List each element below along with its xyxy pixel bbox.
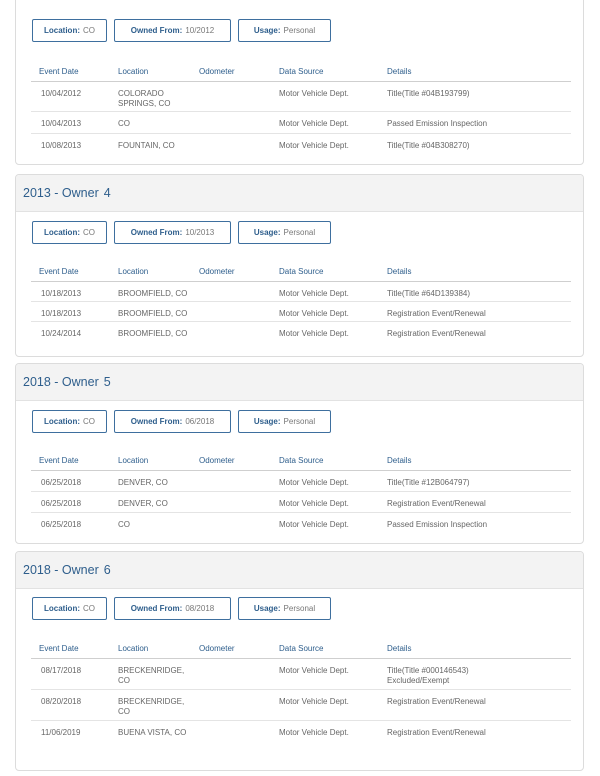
table-row: 06/25/2018 DENVER, CO Motor Vehicle Dept. Registration Event/Renewal (31, 492, 571, 513)
table-row: 10/04/2013 CO Motor Vehicle Dept. Passed Emission Inspection (31, 112, 571, 134)
location-badge: Location: CO (32, 410, 107, 433)
owner-section-5 (15, 363, 584, 544)
table-row: 06/25/2018 DENVER, CO Motor Vehicle Dept. Title(Title #12B064797) (31, 471, 571, 492)
owned-from-badge: Owned From: 06/2018 (114, 410, 231, 433)
table-row: 10/08/2013 FOUNTAIN, CO Motor Vehicle Dept. Title(Title #04B308270) (41, 141, 470, 150)
location-badge: Location: CO (32, 597, 107, 620)
usage-badge: Usage: Personal (238, 221, 331, 244)
table-row: 11/06/2019 BUENA VISTA, CO Motor Vehicle Dept. Registration Event/Renewal (41, 728, 486, 737)
section-title: 2018 - Owner 6 (16, 552, 583, 589)
table-row: 10/04/2012 COLORADO SPRINGS, CO Motor Vehicle Dept. Title(Title #04B193799) (31, 82, 571, 112)
usage-badge: Usage: Personal (238, 410, 331, 433)
section-title: 2018 - Owner 5 (16, 364, 583, 401)
table-header: Event Date Location Odometer Data Source Details (31, 447, 571, 471)
owned-from-badge: Owned From: 10/2012 (114, 19, 231, 42)
table-row: 08/17/2018 BRECKENRIDGE, CO Motor Vehicle Dept. Title(Title #000146543) Excluded/Exempt (31, 659, 571, 690)
usage-badge: Usage: Personal (238, 19, 331, 42)
table-row: 08/20/2018 BRECKENRIDGE, CO Motor Vehicle Dept. Registration Event/Renewal (31, 690, 571, 721)
history-table (31, 258, 571, 344)
owned-from-badge: Owned From: 10/2013 (114, 221, 231, 244)
owner-section-4 (15, 174, 584, 357)
table-row: 06/25/2018 CO Motor Vehicle Dept. Passed Emission Inspection (41, 520, 488, 529)
table-row: 10/24/2014 BROOMFIELD, CO Motor Vehicle Dept. Registration Event/Renewal (41, 329, 486, 338)
table-header: Event Date Location Odometer Data Source Details (31, 258, 571, 282)
location-badge: Location: CO (32, 19, 107, 42)
table-header: Event Date Location Odometer Data Source Details (31, 58, 571, 82)
usage-badge: Usage: Personal (238, 597, 331, 620)
history-table (31, 447, 571, 535)
table-header: Event Date Location Odometer Data Source Details (31, 635, 571, 659)
owner-section-6 (15, 551, 584, 771)
owner-section-3 (15, 0, 584, 165)
location-badge: Location: CO (32, 221, 107, 244)
section-title: 2013 - Owner 4 (16, 175, 583, 212)
history-table (31, 635, 571, 752)
history-table (31, 58, 571, 156)
table-row: 10/18/2013 BROOMFIELD, CO Motor Vehicle Dept. Title(Title #64D139384) (31, 282, 571, 302)
table-row: 10/18/2013 BROOMFIELD, CO Motor Vehicle Dept. Registration Event/Renewal (31, 302, 571, 322)
owned-from-badge: Owned From: 08/2018 (114, 597, 231, 620)
